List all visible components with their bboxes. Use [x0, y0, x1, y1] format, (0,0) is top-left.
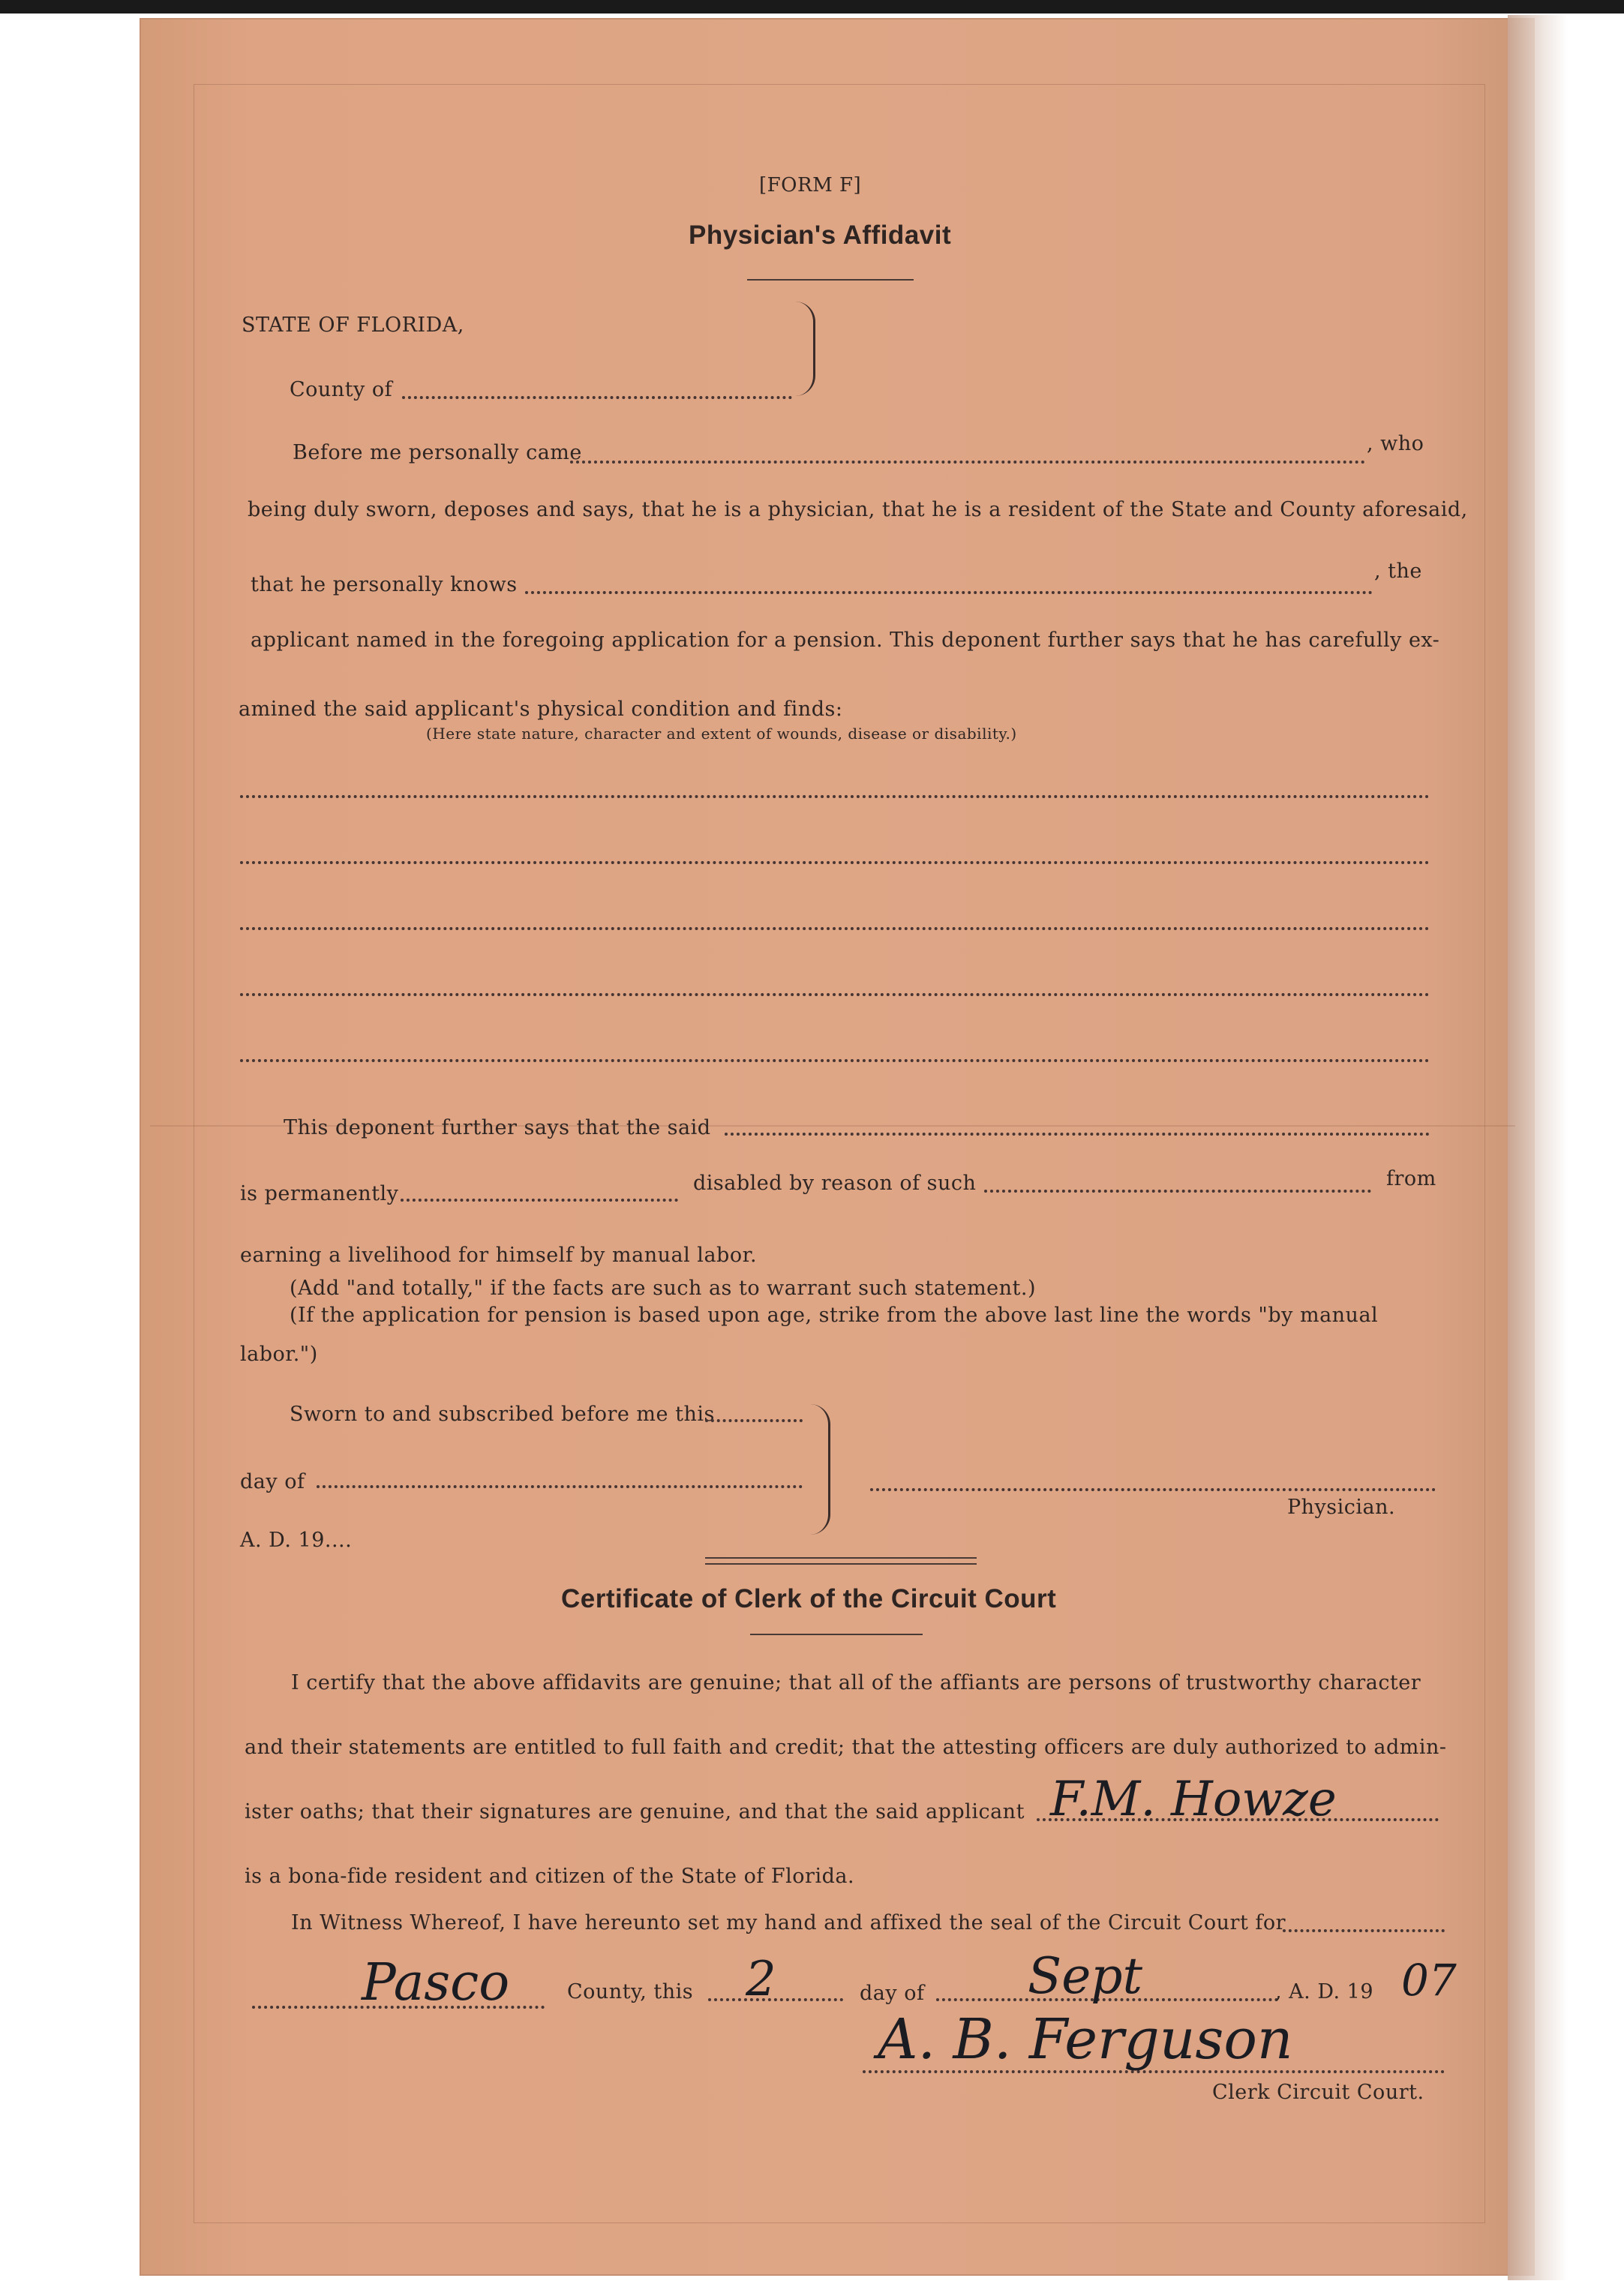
applicant-name-handwritten: F.M. Howze [1050, 1772, 1337, 1827]
form-title: Physician's Affidavit [689, 221, 952, 250]
cert-line-5: In Witness Whereof, I have hereunto set my hand and affixed the seal of the Circuit Court for [291, 1911, 1286, 1934]
ad-text: A. D. 19.... [240, 1529, 353, 1552]
ad-year-text: , A. D. 19 [1275, 1980, 1374, 2003]
condition-line-1 [240, 795, 1430, 798]
physician-signature-line [870, 1488, 1436, 1491]
reason-blank [984, 1190, 1371, 1193]
further-says-text: This deponent further says that the said [284, 1116, 711, 1139]
age-note: (If the application for pension is based upon age, strike from the above last line the words "by manual [290, 1304, 1379, 1327]
from-text: from [1386, 1167, 1436, 1190]
condition-line-4 [240, 993, 1430, 996]
permanently-blank [401, 1199, 678, 1202]
condition-note: (Here state nature, character and extent of wounds, disease or disability.) [426, 725, 1017, 743]
para1-line5: amined the said applicant's physical condition and finds: [239, 698, 843, 721]
certificate-rule [750, 1634, 923, 1635]
county-this-text: County, this [567, 1980, 694, 2003]
physician-label: Physician. [1287, 1496, 1396, 1519]
sworn-text: Sworn to and subscribed before me this [290, 1403, 715, 1426]
state-label: STATE OF FLORIDA, [242, 314, 464, 337]
condition-line-3 [240, 927, 1430, 930]
who-text: , who [1367, 432, 1424, 455]
year-handwritten: 07 [1401, 1955, 1457, 2006]
applicant-blank [525, 591, 1373, 594]
title-rule [747, 279, 914, 281]
cert-line-3: ister oaths; that their signatures are genuine, and that the said applicant [245, 1800, 1025, 1823]
double-rule-2 [705, 1563, 977, 1565]
the-text: , the [1374, 560, 1422, 583]
month-handwritten: Sept [1028, 1947, 1143, 2005]
clerk-signature: A. B. Ferguson [878, 2007, 1293, 2072]
knows-text: that he personally knows [251, 573, 518, 596]
before-me-text: Before me personally came [293, 441, 582, 464]
para1-line2: being duly sworn, deposes and says, that he is a physician, that he is a resident of the State and County aforesaid, [248, 498, 1468, 521]
form-label: [FORM F] [759, 174, 862, 197]
day-of-blank [317, 1485, 803, 1488]
permanently-text: is permanently [240, 1182, 399, 1205]
affiant-blank [570, 461, 1365, 464]
page-frame [194, 84, 1485, 2223]
certificate-title: Certificate of Clerk of the Circuit Court [561, 1584, 1057, 1613]
county-label: County of [290, 378, 393, 401]
cert-line-2: and their statements are entitled to full faith and credit; that the attesting officers are duly authorized to admin- [245, 1736, 1447, 1759]
further-blank [725, 1133, 1430, 1136]
cert-line-4: is a bona-fide resident and citizen of the State of Florida. [245, 1865, 855, 1888]
condition-line-5 [240, 1059, 1430, 1062]
totally-note: (Add "and totally," if the facts are such as to warrant such statement.) [290, 1277, 1037, 1300]
cert-line-1: I certify that the above affidavits are genuine; that all of the affiants are persons of trustworthy character [291, 1671, 1421, 1694]
top-border [0, 0, 1624, 14]
para1-line4: applicant named in the foregoing application for a pension. This deponent further says that he has carefully ex- [251, 629, 1440, 652]
condition-line-2 [240, 861, 1430, 864]
day-of-text: day of [240, 1470, 305, 1493]
age-note-end: labor.") [240, 1343, 318, 1366]
earning-text: earning a livelihood for himself by manual labor. [240, 1244, 758, 1267]
double-rule-1 [705, 1557, 977, 1559]
court-blank [1283, 1929, 1445, 1932]
county-handwritten: Pasco [362, 1953, 510, 2012]
clerk-label: Clerk Circuit Court. [1212, 2081, 1424, 2104]
disabled-text: disabled by reason of such [693, 1172, 977, 1195]
day-handwritten: 2 [746, 1952, 776, 2007]
plastic-sleeve-edge [1508, 15, 1568, 2280]
sworn-brace [810, 1404, 830, 1535]
brace [795, 302, 815, 396]
county-blank [402, 396, 792, 399]
cert-day-of-text: day of [860, 1982, 925, 2005]
sworn-day-blank [705, 1419, 803, 1422]
